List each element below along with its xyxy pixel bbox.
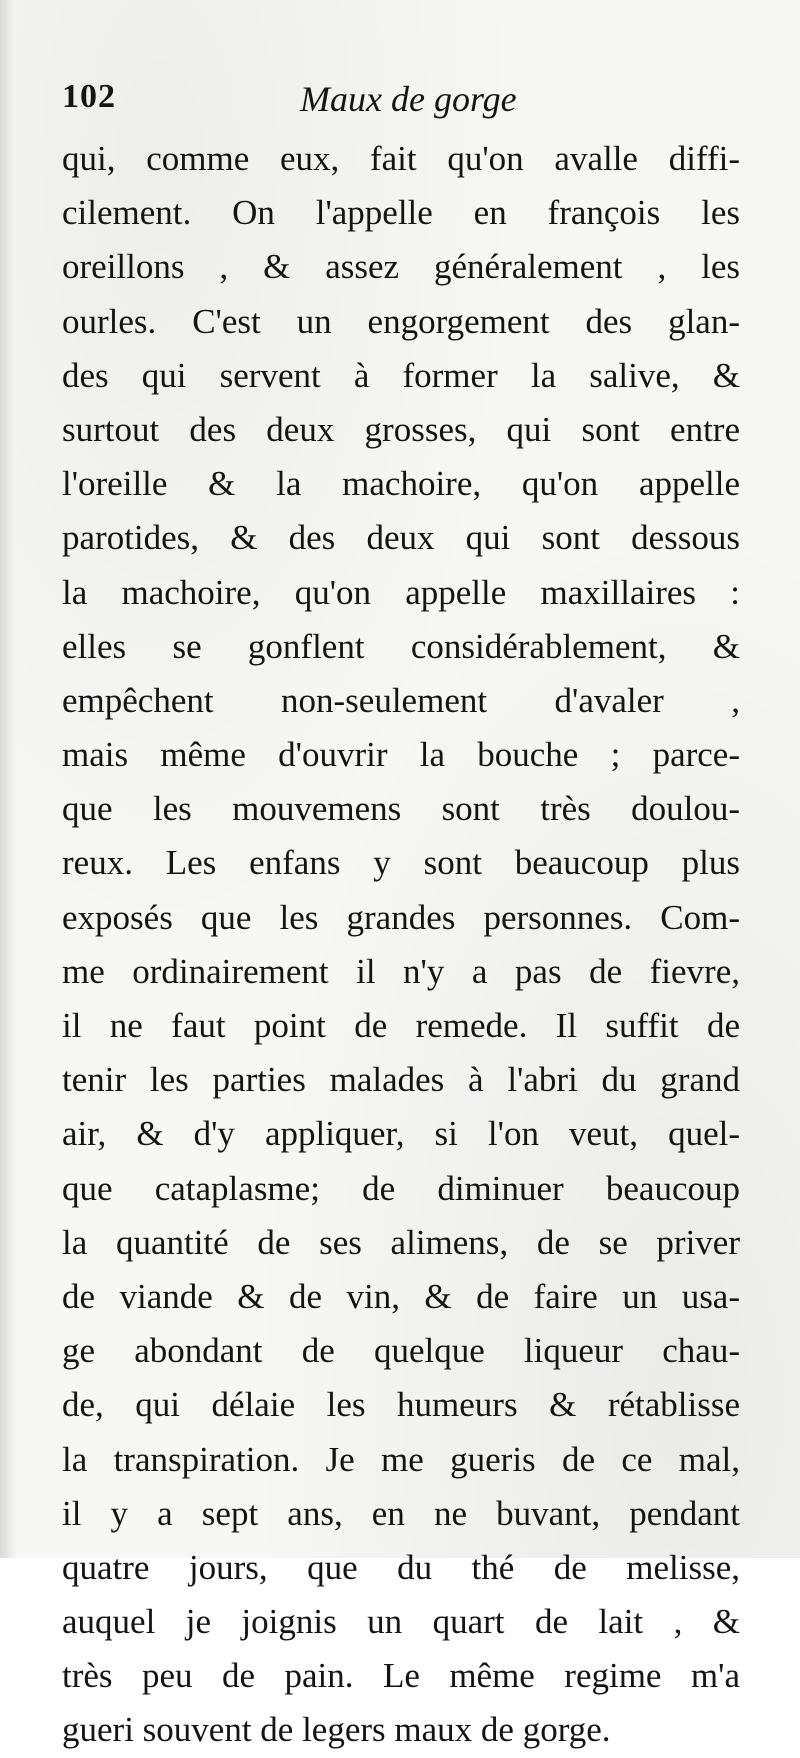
body-text <box>62 132 740 1758</box>
text-line: surtout des deux grosses, qui sont entre <box>62 409 740 449</box>
text-line: très peu de pain. Le même regime m'a <box>62 1656 740 1696</box>
text-line: auquel je joignis un quart de lait , & <box>62 1602 740 1642</box>
text-line: de, qui délaie les humeurs & rétablisse <box>62 1385 740 1425</box>
text-line: qui, comme eux, fait qu'on avalle diffi- <box>62 139 740 178</box>
text-line: que cataplasme; de diminuer beaucoup <box>62 1168 740 1208</box>
text-line: tenir les parties malades à l'abri du grand <box>62 1060 740 1100</box>
text-line: quatre jours, que du thé de melisse, <box>62 1547 740 1587</box>
text-line: me ordinairement il n'y a pas de fievre, <box>62 951 740 991</box>
page-number: 102 <box>62 78 116 115</box>
running-title: Maux de gorge <box>300 79 517 119</box>
text-line: la transpiration. Je me gueris de ce mal, <box>62 1439 740 1479</box>
page-header <box>62 78 742 128</box>
text-line: de viande & de vin, & de faire un usa- <box>62 1276 740 1316</box>
text-line: exposés que les grandes personnes. Com- <box>62 897 740 937</box>
text-line: ourles. C'est un engorgement des glan- <box>62 301 740 341</box>
text-line: cilement. On l'appelle en françois les <box>62 193 740 233</box>
text-line: air, & d'y appliquer, si l'on veut, quel- <box>62 1114 740 1154</box>
text-line: il ne faut point de remede. Il suffit de <box>62 1006 740 1045</box>
text-line: la machoire, qu'on appelle maxillaires : <box>62 572 740 612</box>
text-line: ge abondant de quelque liqueur chau- <box>62 1331 740 1371</box>
page-gutter-shadow <box>0 0 16 1558</box>
text-line: la quantité de ses alimens, de se priver <box>62 1222 740 1262</box>
text-line: elles se gonflent considérablement, & <box>62 626 740 666</box>
text-line: que les mouvemens sont très doulou- <box>62 789 740 829</box>
text-line: parotides, & des deux qui sont dessous <box>62 518 740 558</box>
text-line: reux. Les enfans y sont beaucoup plus <box>62 843 740 883</box>
text-line: mais même d'ouvrir la bouche ; parce- <box>62 735 740 775</box>
text-line: oreillons , & assez généralement , les <box>62 247 740 287</box>
text-line: il y a sept ans, en ne buvant, pendant <box>62 1493 740 1533</box>
text-line: l'oreille & la machoire, qu'on appelle <box>62 464 740 504</box>
text-line: empêchent non-seulement d'avaler , <box>62 680 740 720</box>
text-line: gueri souvent de legers maux de gorge. <box>62 1710 611 1750</box>
text-line: des qui servent à former la salive, & <box>62 355 740 395</box>
